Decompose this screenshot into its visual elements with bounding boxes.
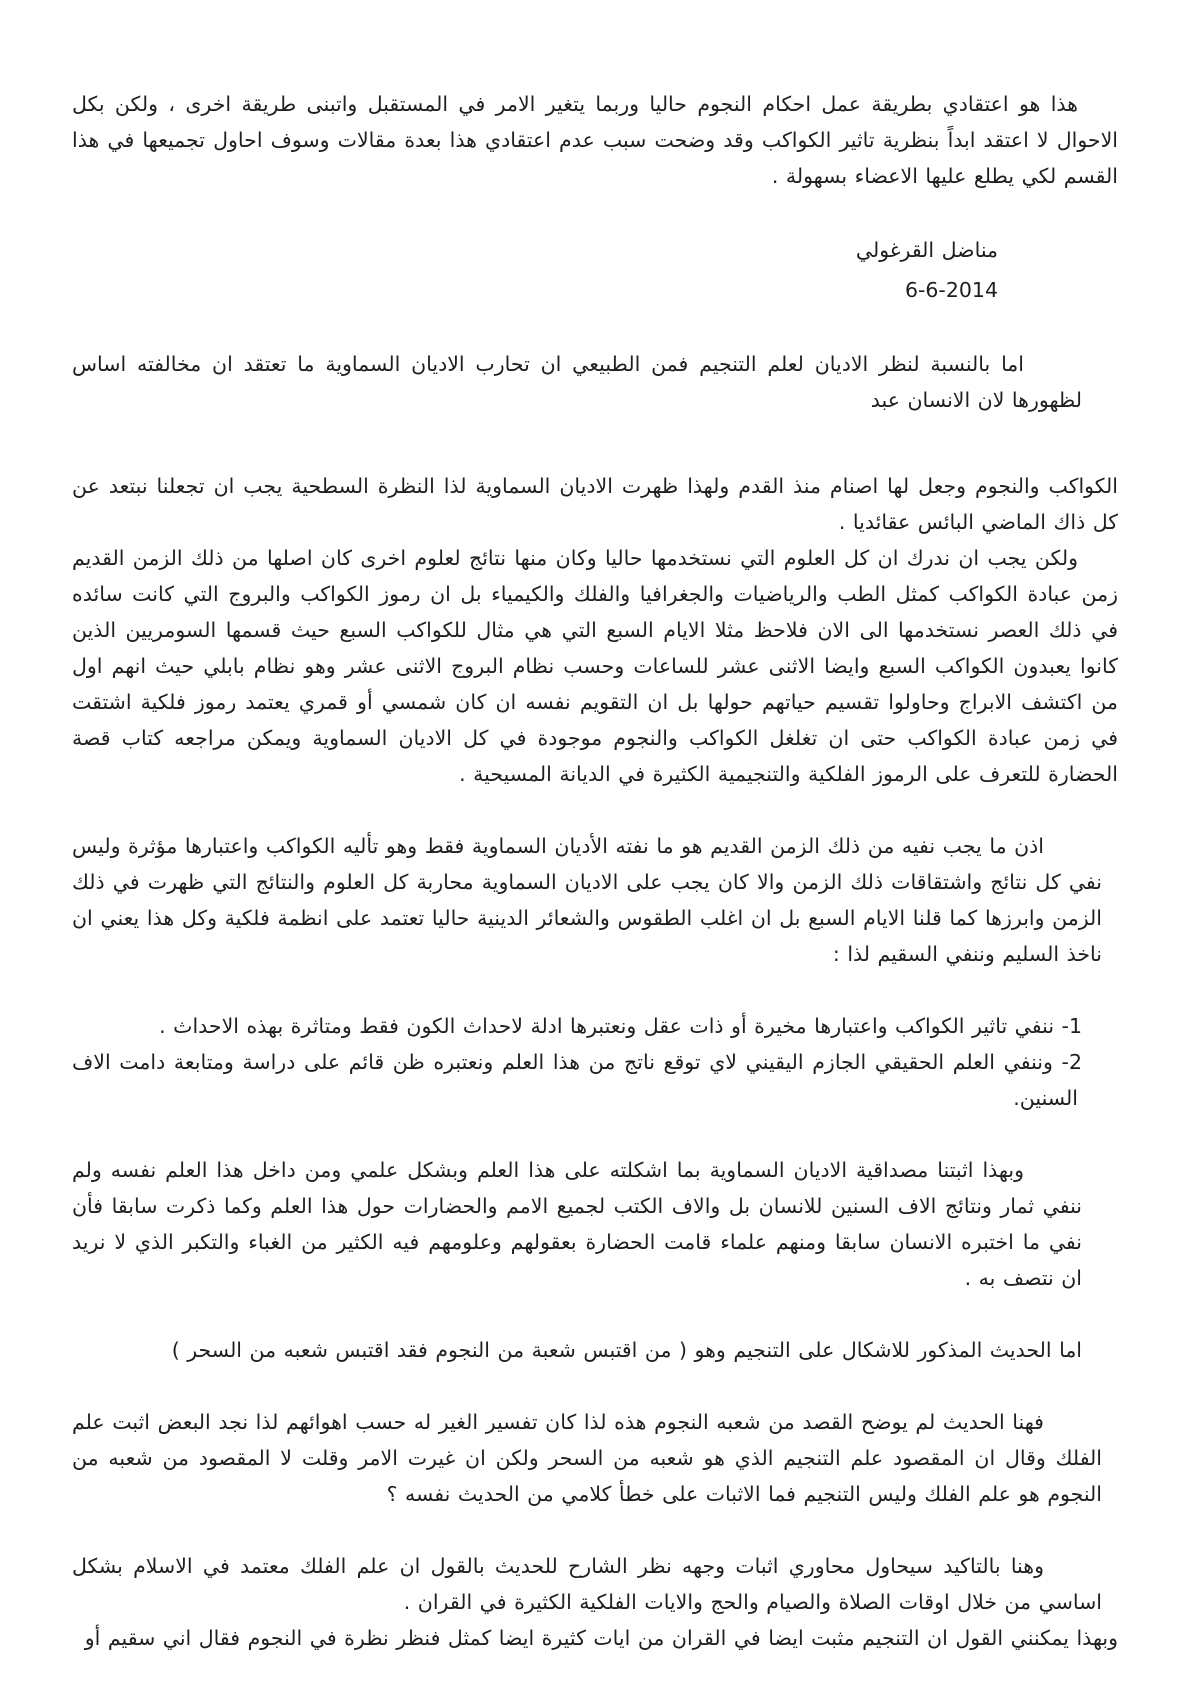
paragraph-idols-history: الكواكب والنجوم وجعل لها اصنام منذ القدم ولهذا ظهرت الاديان السماوية لذا النظرة السطحية يجب ان تجعلنا نبتعد عن كل ذاك الماضي البائس عقائديا . [72, 474, 1118, 534]
paragraph-religions-view: اما بالنسبة لنظر الاديان لعلم التنجيم فمن الطبيعي ان تحارب الاديان السماوية ما تعتقد ان مخالفته اساس لظهورها لان الانسان عبد [72, 352, 1082, 412]
spacer [72, 418, 1118, 468]
list-item: 1- ننفي تاثير الكواكب واعتبارها مخيرة أو ذات عقل ونعتبرها ادلة لاحداث الكون فقط ومتاثرة بهذه الاحداث . [159, 1014, 1082, 1038]
spacer [72, 194, 1118, 230]
spacer [72, 310, 1118, 346]
paragraph-opening-belief: هذا هو اعتقادي بطريقة عمل احكام النجوم حاليا وربما يتغير الامر في المستقبل واتبنى طريقة اخرى ، ولكن بكل الاحوال لا اعتقد ابداً بنظرية تاثير الكواكب وقد وضحت سبب عدم اعتقادي هذا بعدة مقالات وسوف احاول تجميعها في هذا القسم لكي يطلع عليها الاعضاء بسهولة . [72, 92, 1118, 188]
paragraph-astrology-in-quran: وبهذا يمكنني القول ان التنجيم مثبت ايضا في القران من ايات كثيرة ايضا كمثل فنظر نظرة في النجوم فقال اني سقيم أو [84, 1626, 1118, 1650]
paragraph-what-to-deny: اذن ما يجب نفيه من ذلك الزمن القديم هو ما نفته الأديان السماوية فقط وهو تأليه الكواكب واعتبارها مؤثرة وليس نفي كل نتائج واشتقاقات ذلك الزمن والا كان يجب على الاديان السماوية محاربة كل العلوم والنتائج التي ظهرت في ذلك الزمن وابرزها كما قلنا الايام السبع بل ان اغلب الطقوس والشعائر الدينية حاليا تعتمد على انظمة فلكية وكل هذا يعني ان ناخذ السليم وننفي السقيم لذا : [72, 834, 1102, 966]
list-item: 2- وننفي العلم الحقيقي الجازم اليقيني لاي توقع ناتج من هذا العلم ونعتبره ظن قائم على دراسة ومتابعة دامت الاف السنين. [72, 1050, 1082, 1110]
signature-date: 6-6-2014 [904, 278, 998, 302]
paragraph-hadith-interpretation: فهنا الحديث لم يوضح القصد من شعبه النجوم هذه لذا كان تفسير الغير له حسب اهوائهم لذا نجد البعض اثبت علم الفلك وقال ان المقصود علم التنجيم الذي هو شعبه من السحر ولكن ان غيرت الامر وقلت لا المقصود من شعبه من النجوم هو علم الفلك وليس التنجيم فما الاثبات على خطأ كلامي من الحديث نفسه ؟ [72, 1410, 1102, 1506]
spacer [72, 972, 1118, 1008]
paragraph-hadith-quote: اما الحديث المذكور للاشكال على التنجيم وهو ( من اقتبس شعبة من النجوم فقد اقتبس شعبه من السحر ) [171, 1338, 1082, 1362]
spacer [72, 1296, 1118, 1332]
paragraph-astronomy-in-islam: وهنا بالتاكيد سيحاول محاوري اثبات وجهه نظر الشارح للحديث بالقول ان علم الفلك معتمد في الاسلام بشكل اساسي من خلال اوقات الصلاة والصيام والحج والايات الفلكية الكثيرة في القران . [72, 1554, 1102, 1614]
paragraph-credibility-proof: وبهذا اثبتنا مصداقية الاديان السماوية بما اشكلته على هذا العلم وبشكل علمي ومن داخل هذا العلم نفسه ولم ننفي ثمار ونتائج الاف السنين للانسان بل والاف الكتب لجميع الامم والحضارات حول هذا العلم وكما ذكرت سابقا فأن نفي ما اختبره الانسان سابقا ومنهم علماء قامت الحضارة بعقولهم وعلومهم فيه الكثير من الغباء والتكبر الذي لا نريد ان نتصف به . [72, 1158, 1082, 1290]
paragraph-ancient-sciences: ولكن يجب ان ندرك ان كل العلوم التي نستخدمها حاليا وكان منها نتائج لعلوم اخرى كان اصلها من ذلك الزمن القديم زمن عبادة الكواكب كمثل الطب والرياضيات والجغرافيا والفلك والكيمياء بل ان رموز الكواكب والبروج التي كانت سائده في ذلك العصر نستخدمها الى الان فلاحظ مثلا الايام السبع التي هي مثال للكواكب السبع حيث قسمها السومريين الذين كانوا يعبدون الكواكب السبع وايضا الاثنى عشر للساعات وحسب نظام البروج الاثنى عشر وهو نظام بابلي حيث انهم اول من اكتشف الابراج وحاولوا تقسيم حياتهم حولها بل ان التقويم نفسه ان كان شمسي أو قمري يعتمد رموز فلكية اشتقت في زمن عبادة الكواكب حتى ان تغلغل الكواكب والنجوم موجودة في كل الاديان السماوية ويمكن مراجعه كتاب قصة الحضارة للتعرف على الرموز الفلكية والتنجيمية الكثيرة في الديانة المسيحية . [72, 546, 1118, 786]
spacer [72, 1512, 1118, 1548]
spacer [72, 1116, 1118, 1152]
author-name: مناضل القرغولي [855, 238, 998, 262]
document-body [72, 86, 1118, 1656]
spacer [72, 792, 1118, 828]
author-signature [72, 230, 1118, 310]
spacer [72, 1368, 1118, 1404]
